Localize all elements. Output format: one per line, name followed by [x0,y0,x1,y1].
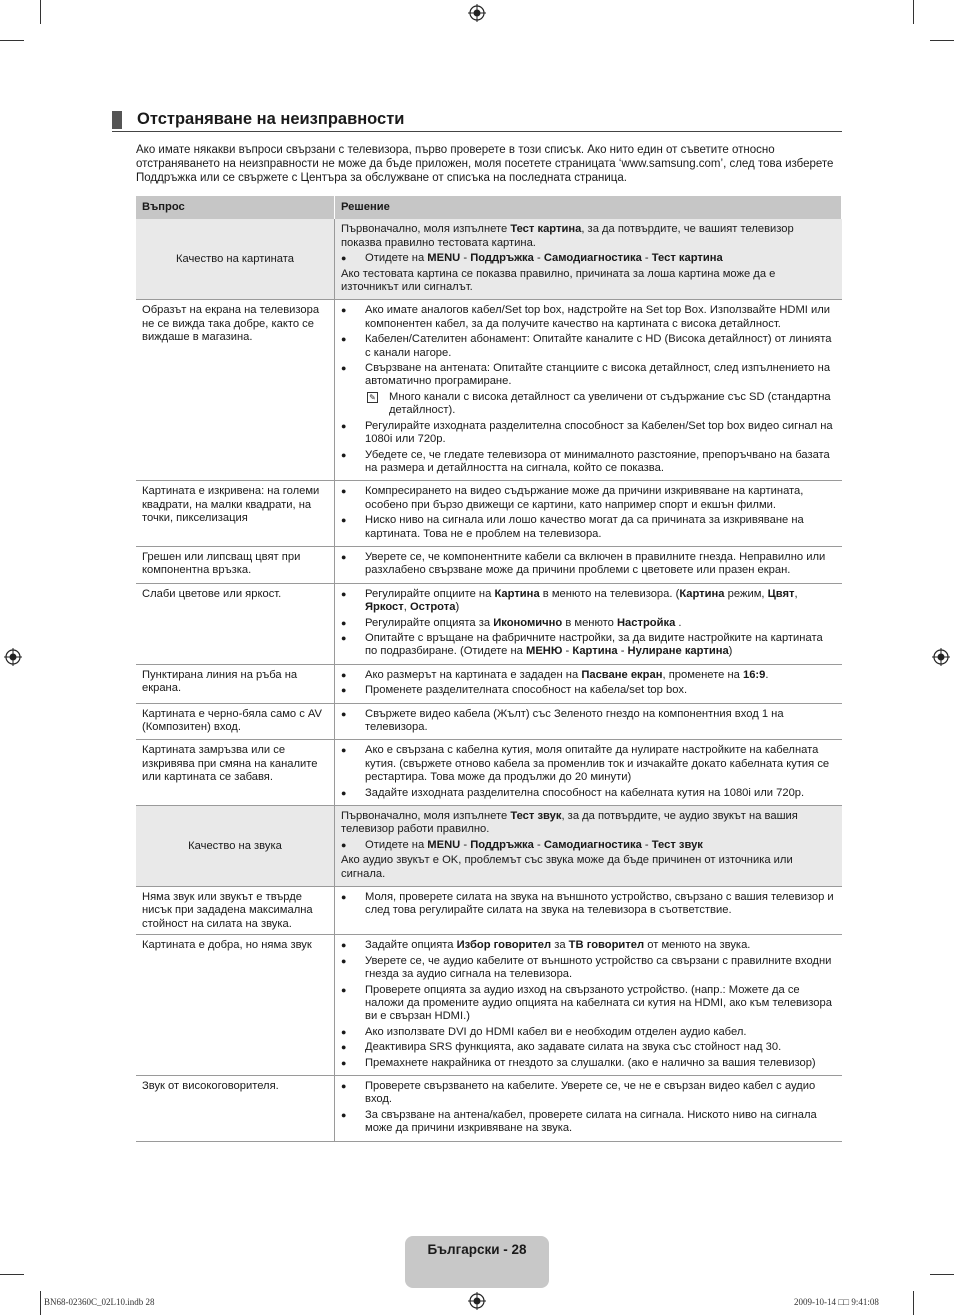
text-run: Ако аудио звукът е OK, проблемът със звука може да бъде причинен от източника или сигнала. [341,854,793,880]
list-item [341,551,836,578]
troubleshooting-table [136,196,842,1142]
question-cell: Образът на екрана на телевизора не се вижда така добре, както се виждаше в магазина. [136,300,335,481]
list-item [341,1080,836,1107]
question-cell: Картината замръзва или се изкривява при смяна на каналите или картината се забавя. [136,740,335,806]
page-title: Отстраняване на неизправности [137,110,405,128]
list-item [341,984,836,1024]
bold-term: Икономично [493,616,563,629]
solution-list [341,891,836,918]
text-run: Задайте опцията [365,939,457,952]
heading-bar [112,111,122,129]
text-run: Проверете опцията за аудио изход на свързаното устройство. (напр.: Можете да се наложи да промените аудио опцията на кабелната си кутия на HDMI, ако към телевизора ви е свързан HDMI.) [365,983,832,1023]
list-item [341,787,836,800]
text-run: ) [728,645,733,658]
bold-term: 16:9 [742,668,766,681]
text-run: Ако тестовата картина се показва правилно, причината за лоша картина може да е източникът или сигналът. [341,267,776,294]
table-row [136,703,842,740]
solution-list [341,669,836,698]
bold-term: Цвят [767,587,795,600]
bold-term: Самодиагностика [543,252,642,265]
list-item [341,684,836,697]
crop-mark [913,1291,914,1315]
solution-cell [335,300,842,481]
table-row [136,219,842,300]
solution-text [341,223,836,250]
text-run: , променете на [662,668,743,681]
solution-cell [335,583,842,664]
text-run: Проверете свързването на кабелите. Уверете се, че не е свързан видео кабел с аудио вход. [365,1079,816,1106]
bold-term: Картина [494,587,540,600]
solution-list [341,304,836,475]
bold-term: Нулиране картина [627,645,729,658]
question-cell: Слаби цветове или яркост. [136,583,335,664]
solution-text [341,810,836,837]
crop-mark [0,40,24,41]
text-run: - [641,252,652,265]
crop-mark [40,1291,41,1315]
solution-list [341,252,836,265]
question-cell: Качество на картината [136,219,335,300]
text-run: , [403,601,410,614]
text-run: Променете разделителната способност на кабела/set top box. [365,684,688,697]
crop-mark [913,0,914,24]
bold-term: Поддръжка [470,838,534,851]
text-run: Моля, проверете силата на звука на външното устройство, свързано с вашия телевизор и след това регулирайте силата на звука на телевизора в съответствие. [365,891,834,917]
bold-term: Тест звук [651,838,703,851]
list-item [341,252,836,265]
text-run: Отидете на [365,838,428,851]
bold-term: Острота [409,601,456,614]
list-item [341,514,836,541]
list-item [341,485,836,512]
bold-term: MENU [427,252,461,265]
table-row [136,806,842,887]
text-run: в менюто [562,616,617,629]
bold-term: Пасване екран [581,668,663,681]
column-header-question: Въпрос [136,196,335,219]
page-number: Български - 28 [427,1242,527,1257]
text-run: Ако размерът на картината е зададен на [365,668,582,681]
bold-term: Тест звук [510,810,562,823]
text-run: Свързване на антената: Опитайте станциите с висока детайлност, след изпълнението на автоматично програмиране. [365,362,831,388]
text-run: ) [455,601,460,614]
text-run: За свързване на антена/кабел, проверете силата на сигнала. Ниското ниво на сигнала може да причини изкривяване на звука. [365,1108,817,1135]
text-run: - [533,838,544,851]
solution-list [341,485,836,541]
question-cell: Няма звук или звукът е твърде нисък при зададена максимална стойност на силата на звука. [136,887,335,935]
text-run: Първоначално, моля изпълнете [341,810,511,823]
text-run: Ниско ниво на сигнала или лошо качество могат да са причината за изкривяване на картината. Това не е проблем на телевизора. [365,514,804,540]
text-run: . [765,668,769,681]
solution-cell [335,740,842,806]
solution-list [341,1080,836,1136]
table-row [136,935,842,1076]
bold-term: Картина [572,645,618,658]
list-item [341,362,836,389]
text-run: Регулирайте опцията за [365,616,494,629]
solution-list [341,744,836,800]
list-item [341,839,836,852]
text-run: Първоначално, моля изпълнете [341,223,511,236]
text-run: Уверете се, че компонентните кабели са включен в правилните гнезда. Неправилно или разхлабено свързване може да причини проблеми с цветовете или празен екран. [365,550,826,577]
table-row [136,300,842,481]
solution-cell [335,546,842,583]
list-item [341,1026,836,1039]
list-item [341,617,836,630]
text-run: Регулирайте опциите на [365,587,495,600]
print-slug-right: 2009-10-14 □□ 9:41:08 [794,1297,879,1307]
list-item [341,744,836,784]
solution-cell [335,481,842,547]
solution-cell [335,219,842,300]
list-item [341,1109,836,1136]
text-run: Ако е свързана с кабелна кутия, моля опитайте да нулирате настройките на кабелната кутия. (свържете отново кабела за променлив ток и изчакайте докато кабелната кутия се рестартира. Това може да продължи до 20 минути) [365,744,830,784]
list-item [341,708,836,735]
text-run: Отидете на [365,252,428,265]
list-item [341,1041,836,1054]
question-cell: Звук от високоговорителя. [136,1075,335,1141]
solution-text [341,268,836,295]
solution-cell [335,703,842,740]
registration-mark-icon [932,648,950,666]
crop-mark [930,40,954,41]
bold-term: МЕНЮ [526,645,563,658]
bold-term: Картина [679,587,725,600]
text-run: , [794,587,798,600]
registration-mark-icon [468,4,486,22]
bold-term: Настройка [616,616,676,629]
note-item [341,391,836,418]
solution-list [341,708,836,735]
list-item [341,891,836,918]
text-run: - [460,838,471,851]
print-slug-left: BN68-02360C_02L10.indb 28 [44,1297,155,1307]
text-run: Ако имате аналогов кабел/Set top box, надстройте на Set top Box. Използвайте HDMI или компонентен кабел, за да получите качество на картината с висока детайлност. [365,304,831,330]
list-item [341,449,836,476]
registration-mark-icon [4,648,22,666]
bold-term: Яркост [365,601,404,614]
section-heading [112,109,842,132]
column-header-solution: Решение [335,196,842,219]
text-run: Деактивира SRS функцията, ако задавате силата на звука със стойност над 30. [365,1041,782,1054]
crop-mark [40,0,41,24]
table-row [136,481,842,547]
list-item [341,588,836,615]
solution-list [341,588,836,659]
text-run: от менюто на звука. [644,939,751,952]
list-item [341,420,836,447]
list-item [341,304,836,331]
intro-paragraph: Ако имате някакви въпроси свързани с телевизора, първо проверете в този списък. Ако нито един от съветите относно отстраняването на неизправности не може да бъде приложен, моля посетете страницата ‘www.samsung.com’, след това изберете Поддръжка или се свържете с Центъра за обслужване от списъка на последната страница. [136,144,834,184]
list-item [341,669,836,682]
table-row [136,583,842,664]
question-cell: Картината е изкривена: на големи квадрати, на малки квадрати, на точки, пикселизация [136,481,335,547]
bold-term: Самодиагностика [543,838,642,851]
bold-term: ТВ говорител [568,939,645,952]
table-header-row [136,196,842,219]
text-run: - [562,645,573,658]
text-run: Свържете видео кабела (Жълт) със Зеленото гнездо на компонентния вход 1 на телевизора. [365,707,784,733]
solution-cell [335,1075,842,1141]
text-run: . [675,616,682,629]
table-row [136,1075,842,1141]
solution-cell [335,887,842,935]
crop-mark [0,1274,24,1275]
text-run: Убедете се, че гледате телевизора от минималното разстояние, препоръчвано на базата на размера и детайлността на сигнала, който се показва. [365,448,830,474]
question-cell: Картината е черно-бяла само с AV (Композитен) вход. [136,703,335,740]
list-item [341,955,836,982]
table-row [136,664,842,703]
table-row [136,887,842,935]
table-row [136,546,842,583]
text-run: Компресирането на видео съдържание може да причини изкривяване на картината, особено при бързо движещи се картини, като например спорт и екшън филми. [365,485,804,511]
question-cell: Пунктирана линия на ръба на екрана. [136,664,335,703]
bold-term: Тест картина [510,223,582,236]
solution-list [341,839,836,852]
text-run: Уверете се, че аудио кабелите от външното устройство са свързани с правилните входни гнезда за аудио сигнала на телевизора. [365,954,832,981]
question-cell: Грешен или липсващ цвят при компонентна връзка. [136,546,335,583]
text-run: Регулирайте изходната разделителна способност за Кабелен/Set top box видео сигнал на 1080i или 720p. [365,419,833,446]
solution-list [341,551,836,578]
table-row [136,740,842,806]
bold-term: Тест картина [651,252,723,265]
text-run: - [533,252,544,265]
solution-text [341,854,836,881]
text-run: Много канали с висока детайлност са увеличени от съдържание със SD (стандартна детайлност). [389,390,831,417]
solution-cell [335,806,842,887]
registration-mark-icon [468,1292,486,1310]
text-run: Кабелен/Сателитен абонамент: Опитайте каналите с HD (Висока детайлност) от линията с канали нагоре. [365,333,832,359]
text-run: , за да потвърдите, че аудио звукът на вашия телевизор работи правилно. [341,810,798,836]
list-item [341,1057,836,1070]
list-item [341,333,836,360]
text-run: - [460,252,471,265]
solution-list [341,939,836,1070]
text-run: в менюто на телевизора. ( [539,587,680,600]
note-icon: ✎ [367,392,378,403]
text-run: за [551,939,569,952]
question-cell: Картината е добра, но няма звук [136,935,335,1076]
list-item [341,632,836,659]
text-run: , за да потвърдите, че вашият телевизор показва правилно тестовата картина. [341,223,794,249]
text-run: Задайте изходната разделителна способност на кабелната кутия на 1080i или 720p. [365,786,805,799]
crop-mark [930,1274,954,1275]
solution-cell [335,935,842,1076]
solution-cell [335,664,842,703]
text-run: - [617,645,628,658]
bold-term: MENU [427,838,461,851]
text-run: - [641,838,652,851]
text-run: Премахнете накрайника от гнездото за слушалки. (ако е налично за вашия телевизор) [365,1056,816,1069]
text-run: Ако използвате DVI до HDMI кабел ви е необходим отделен аудио кабел. [365,1025,747,1038]
bold-term: Поддръжка [470,252,534,265]
question-cell: Качество на звука [136,806,335,887]
text-run: режим, [724,587,768,600]
list-item [341,939,836,952]
bold-term: Избор говорител [456,939,552,952]
text-run: Опитайте с връщане на фабричните настройки, за да видите настройките на картината по подразбиране. (Отидете на [365,631,823,658]
